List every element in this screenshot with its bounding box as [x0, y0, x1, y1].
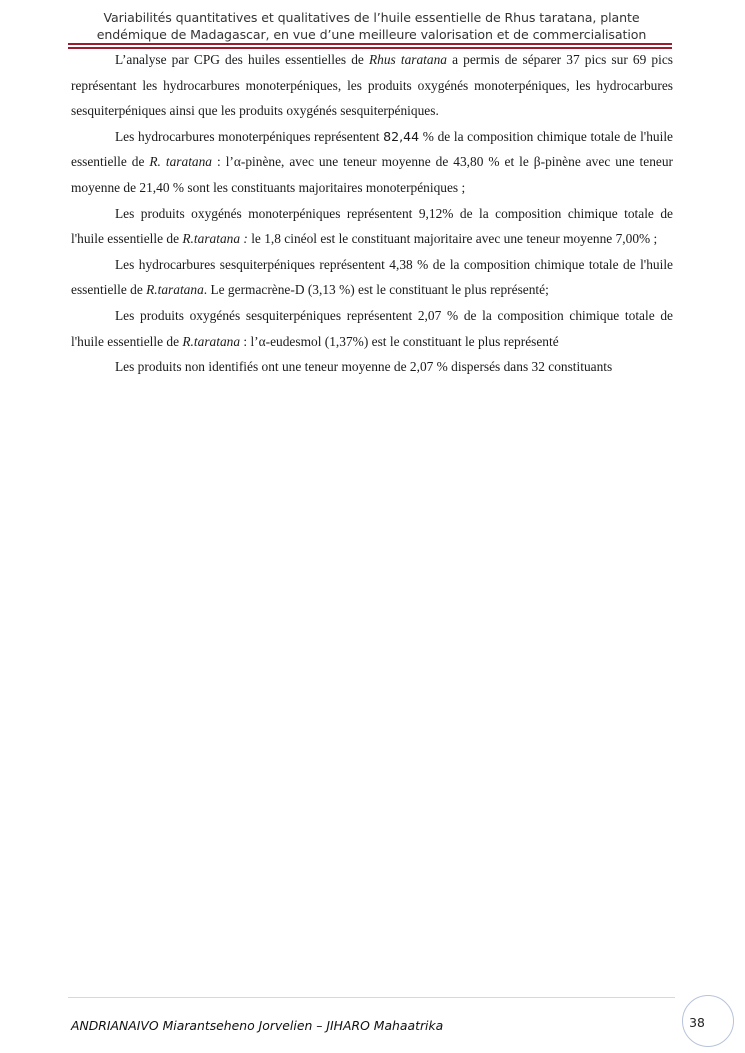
paragraph-2: [71, 124, 673, 201]
paragraph-2-text-c: % de la composition chimique totale de l'huile essentielle de: [71, 128, 673, 170]
paragraph-1: [71, 47, 673, 124]
footer-divider: [68, 997, 675, 998]
paragraph-6: [71, 354, 673, 380]
body-text: [71, 47, 673, 380]
footer-authors: ANDRIANAIVO Miarantseheno Jorvelien – JIHARO Mahaatrika: [71, 1018, 444, 1033]
monoterpene-percentage: 82,44: [383, 128, 420, 144]
page-number: 38: [689, 1015, 705, 1030]
paragraph-1-text-c: a permis de séparer 37 pics sur 69 pics représentant les hydrocarbures monoterpéniques, les produits oxygénés monoterpéniques, les hydrocarbures sesquiterpéniques ainsi que les produits oxygénés sesquiterpéniques.: [71, 52, 673, 119]
species-name: R.taratana: [146, 282, 204, 298]
paragraph-2-text-e: : l’α-pinène, avec une teneur moyenne de 43,80 % et le β-pinène avec une teneur moyenne de 21,40 % sont les constituants majoritaires monoterpéniques ;: [71, 154, 674, 195]
paragraph-3-text-a: Les produits oxygénés monoterpéniques représentent 9,12% de la composition chimique totale de l'huile essentielle de: [71, 205, 673, 247]
paragraph-4-text-a: Les hydrocarbures sesquiterpéniques représentent 4,38 % de la composition chimique totale de l'huile essentielle de: [71, 256, 673, 298]
species-name: R.taratana :: [182, 231, 248, 247]
paragraph-3-text-c: le 1,8 cinéol est le constituant majoritaire avec une teneur moyenne 7,00% ;: [247, 231, 658, 247]
species-name: Rhus taratana: [368, 52, 447, 67]
running-header: [68, 9, 675, 43]
paragraph-2-text-a: Les hydrocarbures monoterpéniques représentent: [115, 128, 384, 144]
paragraph-6-text: Les produits non identifiés ont une teneur moyenne de 2,07 % dispersés dans 32 constituants: [115, 359, 613, 375]
paragraph-4-text-c: . Le germacrène-D (3,13 %) est le constituant le plus représenté;: [203, 282, 549, 298]
paragraph-3: [71, 201, 673, 252]
header-line-2: endémique de Madagascar, en vue d’une meilleure valorisation et de commercialisation: [96, 27, 647, 42]
paragraph-5-text-a: Les produits oxygénés sesquiterpéniques représentent 2,07 % de la composition chimique totale de l'huile essentielle de: [71, 307, 673, 349]
species-name: R. taratana: [149, 154, 213, 170]
species-name: R.taratana: [182, 333, 241, 349]
header-line-1: Variabilités quantitatives et qualitatives de l’huile essentielle de Rhus taratana, plante: [103, 10, 640, 25]
paragraph-4: [71, 252, 673, 303]
paragraph-5-text-c: : l’α-eudesmol (1,37%) est le constituant le plus représenté: [240, 333, 559, 349]
header-rule-top: [68, 43, 672, 45]
paragraph-1-text-a: L’analyse par CPG des huiles essentielles de: [115, 52, 369, 67]
paragraph-5: [71, 303, 673, 354]
